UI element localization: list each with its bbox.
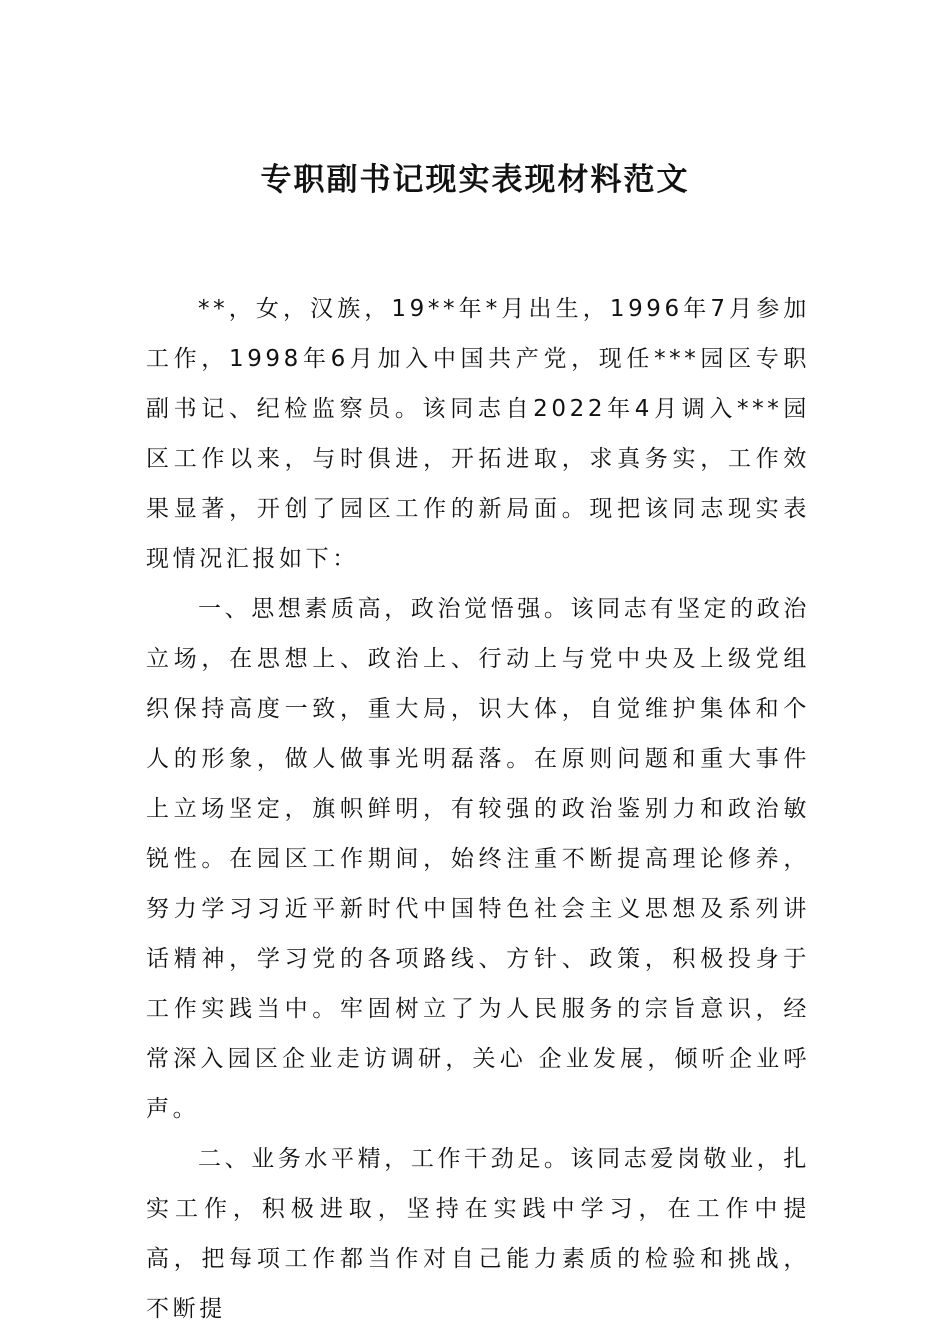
- paragraph-work-performance: 二、业务水平精，工作干劲足。该同志爱岗敬业，扎实工作，积极进取，坚持在实践中学习，在工作中提高，把每项工作都当作对自己能力素质的检验和挑战，不断提: [146, 1146, 810, 1322]
- paragraph-political-quality: 一、思想素质高，政治觉悟强。该同志有坚定的政治立场，在思想上、政治上、行动上与党中央及上级党组织保持高度一致，重大局，识大体，自觉维护集体和个人的形象，做人做事光明磊落。在原则问题和重大事件上立场坚定，旗帜鲜明，有较强的政治鉴别力和政治敏锐性。在园区工作期间，始终注重不断提高理论修养，努力学习习近平新时代中国特色社会主义思想及系列讲话精神，学习党的各项路线、方针、政策，积极投身于工作实践当中。牢固树立了为人民服务的宗旨意识，经常深入园区企业走访调研，关心 企业发展，倾听企业呼声。: [146, 596, 810, 1122]
- paragraph-intro: **，女，汉族，19**年*月出生，1996年7月参加工作，1998年6月加入中国共产党，现任***园区专职副书记、纪检监察员。该同志自2022年4月调入***园区工作以来，与时俱进，开拓进取，求真务实，工作效果显著，开创了园区工作的新局面。现把该同志现实表现情况汇报如下：: [146, 296, 810, 572]
- document-body: [146, 284, 810, 1334]
- document-title: 专职副书记现实表现材料范文: [260, 162, 690, 198]
